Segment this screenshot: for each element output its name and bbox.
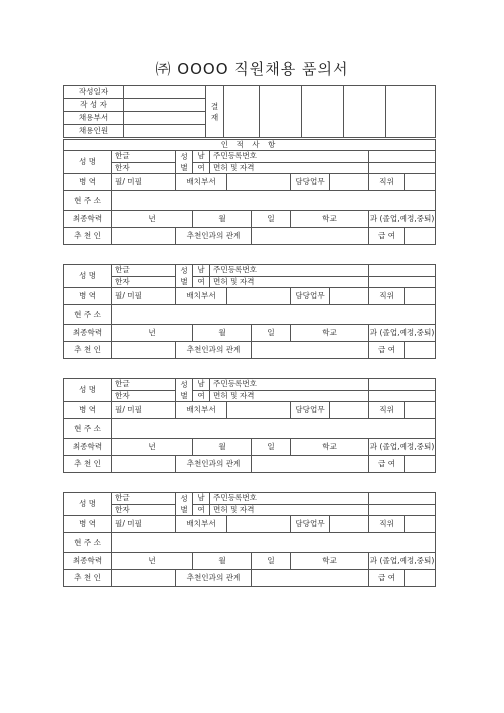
gender-male-option[interactable]: 남 <box>193 379 210 391</box>
military-label: 병 역 <box>64 288 112 305</box>
name-label: 성 명 <box>64 493 112 516</box>
address-label: 현 주 소 <box>64 419 112 439</box>
salary-field[interactable] <box>405 342 436 359</box>
military-status[interactable]: 필/ 미필 <box>112 402 176 419</box>
id-number-field[interactable] <box>369 151 436 163</box>
recommender-label: 추 천 인 <box>64 228 112 245</box>
section-title: 인 적 사 항 <box>64 140 436 151</box>
education-school[interactable]: 학교 <box>291 553 369 570</box>
relation-field[interactable] <box>252 570 369 587</box>
education-month[interactable]: 월 <box>193 325 252 342</box>
education-label: 최종학력 <box>64 211 112 228</box>
license-field[interactable] <box>369 504 436 516</box>
education-month[interactable]: 월 <box>193 553 252 570</box>
gender-female-option[interactable]: 여 <box>193 504 210 516</box>
address-label: 현 주 소 <box>64 533 112 553</box>
education-label: 최종학력 <box>64 325 112 342</box>
name-hanja-field[interactable]: 한자 <box>112 390 176 402</box>
education-day[interactable]: 일 <box>252 325 291 342</box>
gender-female-option[interactable]: 여 <box>193 390 210 402</box>
name-hangul-field[interactable]: 한글 <box>112 379 176 391</box>
relation-label: 추천인과의 관계 <box>176 456 252 473</box>
relation-field[interactable] <box>252 342 369 359</box>
id-number-label: 주민등록번호 <box>210 151 369 163</box>
approval-box-3[interactable] <box>302 86 344 138</box>
gender-label: 성 별 <box>176 379 193 402</box>
education-day[interactable]: 일 <box>252 553 291 570</box>
education-day[interactable]: 일 <box>252 211 291 228</box>
approval-box-1[interactable] <box>224 86 260 138</box>
dept-label: 배치부서 <box>176 174 227 191</box>
duty-field[interactable] <box>330 174 369 191</box>
position-field[interactable] <box>405 174 436 191</box>
position-label: 직위 <box>369 516 405 533</box>
education-year[interactable]: 년 <box>112 325 193 342</box>
relation-label: 추천인과의 관계 <box>176 342 252 359</box>
duty-label: 담당업무 <box>291 288 330 305</box>
id-number-field[interactable] <box>369 265 436 277</box>
id-number-label: 주민등록번호 <box>210 265 369 277</box>
dept-field[interactable] <box>227 516 291 533</box>
approval-box-4[interactable] <box>344 86 386 138</box>
salary-field[interactable] <box>405 570 436 587</box>
duty-label: 담당업무 <box>291 174 330 191</box>
dept-label: 배치부서 <box>176 516 227 533</box>
position-field[interactable] <box>405 402 436 419</box>
applicant-section-1 <box>63 139 436 245</box>
duty-field[interactable] <box>330 516 369 533</box>
salary-label: 급 여 <box>369 342 405 359</box>
header-label-date: 작성일자 <box>64 86 124 99</box>
name-hanja-field[interactable]: 한자 <box>112 162 176 174</box>
license-field[interactable] <box>369 162 436 174</box>
education-school[interactable]: 학교 <box>291 325 369 342</box>
position-label: 직위 <box>369 288 405 305</box>
salary-label: 급 여 <box>369 228 405 245</box>
education-graduation[interactable]: 과 (졸업,예정,중퇴) <box>369 211 436 228</box>
name-label: 성 명 <box>64 151 112 174</box>
education-month[interactable]: 월 <box>193 211 252 228</box>
recommender-field[interactable] <box>112 342 176 359</box>
recommender-label: 추 천 인 <box>64 570 112 587</box>
dept-field[interactable] <box>227 174 291 191</box>
military-label: 병 역 <box>64 174 112 191</box>
header-field-headcount[interactable] <box>124 125 206 138</box>
duty-label: 담당업무 <box>291 516 330 533</box>
education-label: 최종학력 <box>64 553 112 570</box>
education-year[interactable]: 년 <box>112 553 193 570</box>
duty-field[interactable] <box>330 288 369 305</box>
position-label: 직위 <box>369 402 405 419</box>
gender-male-option[interactable]: 남 <box>193 493 210 505</box>
name-hangul-field[interactable]: 한글 <box>112 151 176 163</box>
name-hanja-field[interactable]: 한자 <box>112 504 176 516</box>
name-hangul-field[interactable]: 한글 <box>112 265 176 277</box>
name-label: 성 명 <box>64 379 112 402</box>
position-field[interactable] <box>405 288 436 305</box>
document-title: ㈜ OOOO 직원채용 품의서 <box>155 60 349 78</box>
education-school[interactable]: 학교 <box>291 211 369 228</box>
gender-label: 성 별 <box>176 151 193 174</box>
salary-label: 급 여 <box>369 570 405 587</box>
dept-label: 배치부서 <box>176 402 227 419</box>
id-number-field[interactable] <box>369 493 436 505</box>
dept-field[interactable] <box>227 288 291 305</box>
license-label: 면허 및 자격 <box>210 504 369 516</box>
position-label: 직위 <box>369 174 405 191</box>
applicant-section-3 <box>63 378 436 473</box>
header-field-author[interactable] <box>124 99 206 112</box>
id-number-label: 주민등록번호 <box>210 379 369 391</box>
address-field[interactable] <box>112 419 436 439</box>
education-graduation[interactable]: 과 (졸업,예정,중퇴) <box>369 439 436 456</box>
military-label: 병 역 <box>64 516 112 533</box>
header-label-author: 작 성 자 <box>64 99 124 112</box>
license-field[interactable] <box>369 390 436 402</box>
gender-female-option[interactable]: 여 <box>193 162 210 174</box>
header-field-dept[interactable] <box>124 112 206 125</box>
relation-field[interactable] <box>252 456 369 473</box>
duty-field[interactable] <box>330 402 369 419</box>
salary-field[interactable] <box>405 228 436 245</box>
education-month[interactable]: 월 <box>193 439 252 456</box>
approval-box-2[interactable] <box>260 86 302 138</box>
approval-label: 결 재 <box>206 86 224 138</box>
applicant-section-2 <box>63 264 436 359</box>
license-label: 면허 및 자격 <box>210 162 369 174</box>
header-field-date[interactable] <box>124 86 206 99</box>
military-status[interactable]: 필/ 미필 <box>112 288 176 305</box>
recommender-field[interactable] <box>112 570 176 587</box>
address-field[interactable] <box>112 305 436 325</box>
recommender-label: 추 천 인 <box>64 342 112 359</box>
name-label: 성 명 <box>64 265 112 288</box>
dept-label: 배치부서 <box>176 288 227 305</box>
id-number-label: 주민등록번호 <box>210 493 369 505</box>
license-label: 면허 및 자격 <box>210 390 369 402</box>
header-label-dept: 채용부서 <box>64 112 124 125</box>
gender-female-option[interactable]: 여 <box>193 276 210 288</box>
relation-field[interactable] <box>252 228 369 245</box>
military-label: 병 역 <box>64 402 112 419</box>
education-day[interactable]: 일 <box>252 439 291 456</box>
name-hangul-field[interactable]: 한글 <box>112 493 176 505</box>
gender-male-option[interactable]: 남 <box>193 151 210 163</box>
education-label: 최종학력 <box>64 439 112 456</box>
education-year[interactable]: 년 <box>112 439 193 456</box>
relation-label: 추천인과의 관계 <box>176 228 252 245</box>
id-number-field[interactable] <box>369 379 436 391</box>
dept-field[interactable] <box>227 402 291 419</box>
duty-label: 담당업무 <box>291 402 330 419</box>
recommender-field[interactable] <box>112 456 176 473</box>
gender-male-option[interactable]: 남 <box>193 265 210 277</box>
gender-label: 성 별 <box>176 493 193 516</box>
applicant-section-4 <box>63 492 436 587</box>
license-field[interactable] <box>369 276 436 288</box>
military-status[interactable]: 필/ 미필 <box>112 516 176 533</box>
education-school[interactable]: 학교 <box>291 439 369 456</box>
approval-box-5[interactable] <box>386 86 436 138</box>
education-year[interactable]: 년 <box>112 211 193 228</box>
education-graduation[interactable]: 과 (졸업,예정,중퇴) <box>369 325 436 342</box>
approval-header-table <box>63 85 436 138</box>
name-hanja-field[interactable]: 한자 <box>112 276 176 288</box>
relation-label: 추천인과의 관계 <box>176 570 252 587</box>
salary-label: 급 여 <box>369 456 405 473</box>
education-graduation[interactable]: 과 (졸업,예정,중퇴) <box>369 553 436 570</box>
address-label: 현 주 소 <box>64 305 112 325</box>
address-field[interactable] <box>112 533 436 553</box>
recommender-field[interactable] <box>112 228 176 245</box>
military-status[interactable]: 필/ 미필 <box>112 174 176 191</box>
address-label: 현 주 소 <box>64 191 112 211</box>
gender-label: 성 별 <box>176 265 193 288</box>
salary-field[interactable] <box>405 456 436 473</box>
recommender-label: 추 천 인 <box>64 456 112 473</box>
address-field[interactable] <box>112 191 436 211</box>
license-label: 면허 및 자격 <box>210 276 369 288</box>
position-field[interactable] <box>405 516 436 533</box>
header-label-headcount: 채용인원 <box>64 125 124 138</box>
